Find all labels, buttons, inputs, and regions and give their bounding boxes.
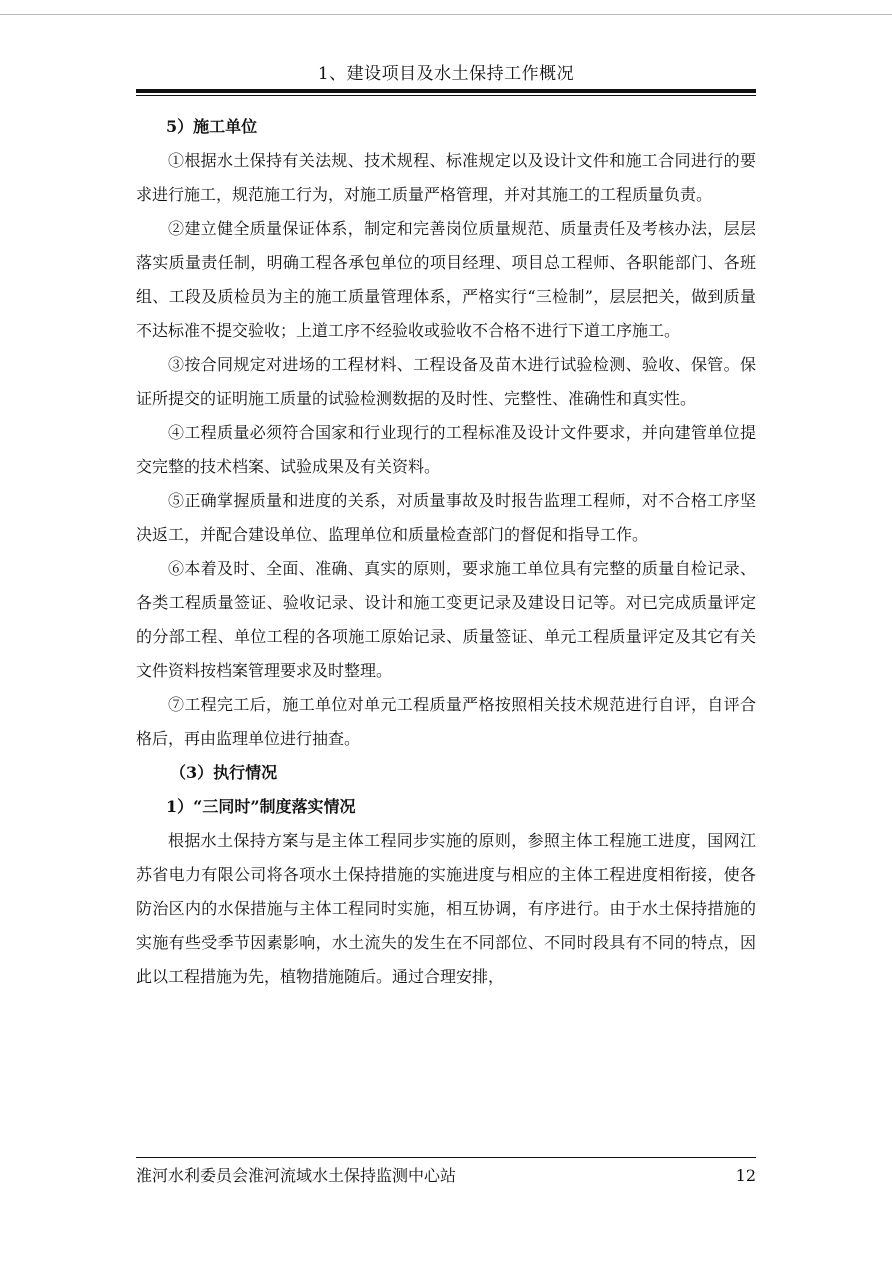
header-rule-thin xyxy=(136,95,756,96)
footer-row xyxy=(136,1162,756,1190)
page-body xyxy=(136,110,756,994)
footer-organization: 淮河水利委员会淮河流域水土保持监测中心站 xyxy=(136,1166,457,1185)
section-heading-three-simultaneous: 1）“三同时”制度落实情况 xyxy=(166,797,356,816)
paragraph-item-4: ④工程质量必须符合国家和行业现行的工程标准及设计文件要求，并向建管单位提交完整的技术档案、试验成果及有关资料。 xyxy=(136,423,756,476)
paragraph-item-5: ⑤正确掌握质量和进度的关系，对质量事故及时报告监理工程师，对不合格工序坚决返工，并配合建设单位、监理单位和质量检查部门的督促和指导工作。 xyxy=(136,491,756,544)
section-heading-construction-unit: 5）施工单位 xyxy=(166,117,258,136)
page-header xyxy=(136,60,756,96)
footer-rule xyxy=(136,1157,756,1158)
paragraph-item-1: ①根据水土保持有关法规、技术规程、标准规定以及设计文件和施工合同进行的要求进行施工，规范施工行为，对施工质量严格管理，并对其施工的工程质量负责。 xyxy=(136,151,756,204)
paragraph-item-6: ⑥本着及时、全面、准确、真实的原则，要求施工单位具有完整的质量自检记录、各类工程质量签证、验收记录、设计和施工变更记录及建设日记等。对已完成质量评定的分部工程、单位工程的各项施工原始记录、质量签证、单元工程质量评定及其它有关文件资料按档案管理要求及时整理。 xyxy=(136,559,756,680)
header-title: 1、建设项目及水土保持工作概况 xyxy=(317,64,575,84)
paragraph-execution: 根据水土保持方案与是主体工程同步实施的原则，参照主体工程施工进度，国网江苏省电力有限公司将各项水土保持措施的实施进度与相应的主体工程进度相衔接，使各防治区内的水保措施与主体工程同时实施，相互协调，有序进行。由于水土保持措施的实施有些受季节因素影响，水土流失的发生在不同部位、不同时段具有不同的特点，因此以工程措施为先，植物措施随后。通过合理安排， xyxy=(136,831,756,986)
paragraph-item-7: ⑦工程完工后，施工单位对单元工程质量严格按照相关技术规范进行自评，自评合格后，再由监理单位进行抽查。 xyxy=(136,695,756,748)
paragraph-item-2: ②建立健全质量保证体系，制定和完善岗位质量规范、质量责任及考核办法，层层落实质量责任制，明确工程各承包单位的项目经理、项目总工程师、各职能部门、各班组、工段及质检员为主的施工质量管理体系，严格实行“三检制”，层层把关，做到质量不达标准不提交验收；上道工序不经验收或验收不合格不进行下道工序施工。 xyxy=(136,219,756,340)
paragraph-item-3: ③按合同规定对进场的工程材料、工程设备及苗木进行试验检测、验收、保管。保证所提交的证明施工质量的试验检测数据的及时性、完整性、准确性和真实性。 xyxy=(136,355,756,408)
top-page-rule xyxy=(0,14,892,15)
section-heading-execution: （3）执行情况 xyxy=(170,763,278,782)
header-rule-thick xyxy=(136,89,756,93)
page-number: 12 xyxy=(735,1166,756,1185)
page-footer xyxy=(136,1157,756,1190)
